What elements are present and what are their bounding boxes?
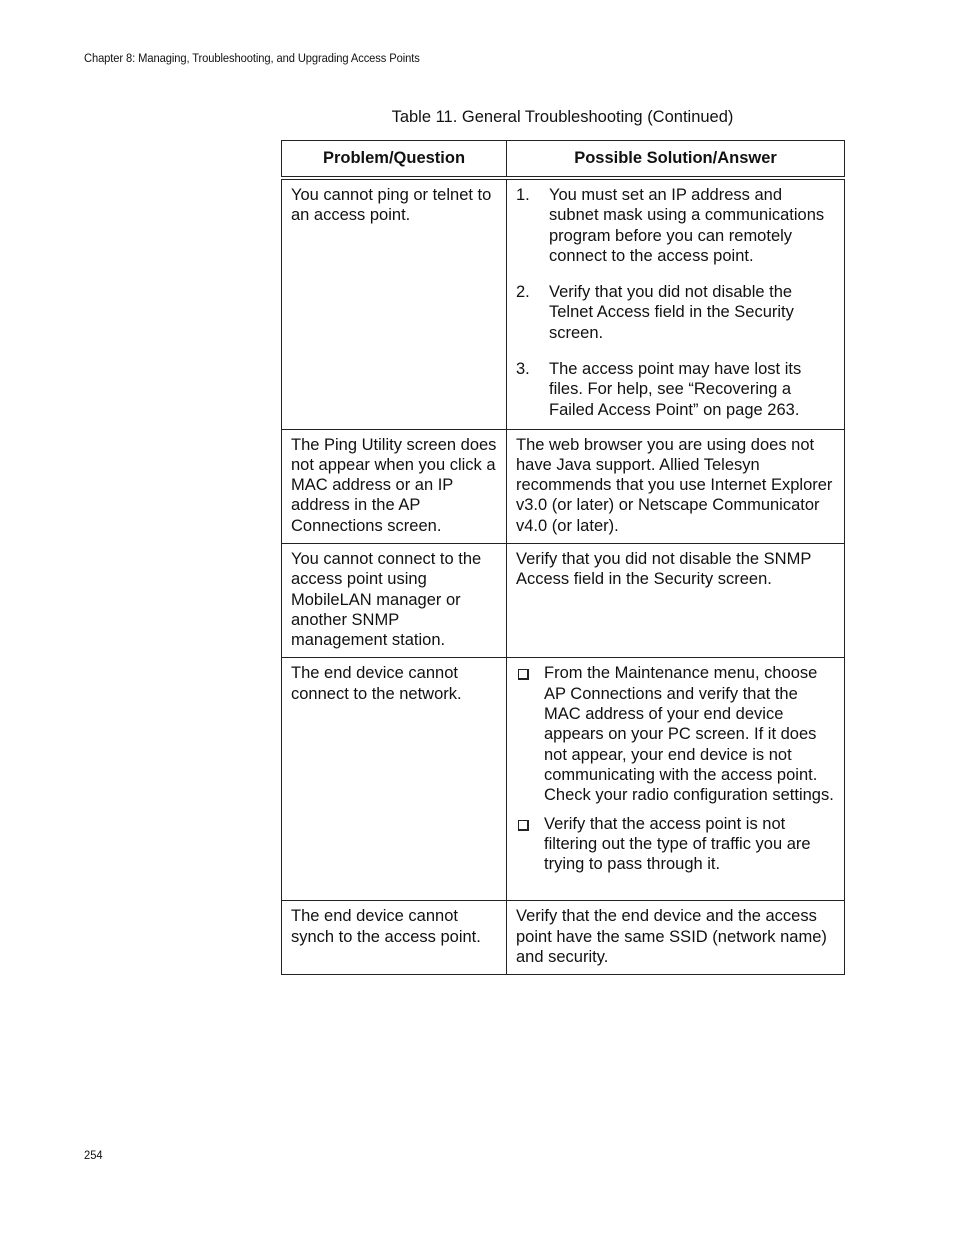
- page-number: 254: [84, 1148, 103, 1162]
- table-header-row: [282, 141, 845, 179]
- table-row: [282, 543, 845, 657]
- list-item-text: Verify that you did not disable the Telnet Access field in the Security screen.: [549, 283, 794, 342]
- column-header-solution: Possible Solution/Answer: [507, 141, 845, 179]
- list-number: 1.: [516, 186, 530, 204]
- column-header-problem: Problem/Question: [282, 141, 507, 179]
- list-item-text: Verify that the access point is not filtering out the type of traffic you are trying to pass through it.: [544, 814, 811, 874]
- problem-cell: You cannot ping or telnet to an access point.: [282, 178, 507, 429]
- solution-cell: The web browser you are using does not have Java support. Allied Telesyn recommends that you use Internet Explorer v3.0 (or later) or Netscape Communicator v4.0 (or later).: [507, 429, 845, 543]
- checkbox-bullet-icon: [516, 663, 544, 805]
- numbered-list-item: [516, 185, 836, 266]
- problem-cell: You cannot connect to the access point using MobileLAN manager or another SNMP management station.: [282, 543, 507, 657]
- solution-cell: Verify that the end device and the access point have the same SSID (network name) and security.: [507, 901, 845, 975]
- table-row: [282, 178, 845, 429]
- solution-cell: [507, 658, 845, 901]
- checkbox-bullet-icon: [516, 814, 544, 875]
- list-number: 2.: [516, 283, 530, 302]
- problem-cell: The Ping Utility screen does not appear when you click a MAC address or an IP address in the AP Connections screen.: [282, 429, 507, 543]
- list-item-text: The access point may have lost its files. For help, see “Recovering a Failed Access Point” on page 263.: [549, 360, 802, 419]
- list-item-text: You must set an IP address and subnet mask using a communications program before you can remotely connect to the access point.: [549, 186, 825, 265]
- problem-cell: The end device cannot synch to the access point.: [282, 901, 507, 975]
- numbered-list-item: [516, 359, 836, 420]
- table-row: [282, 658, 845, 901]
- problem-cell: The end device cannot connect to the network.: [282, 658, 507, 901]
- checkbox-list-item: [516, 663, 836, 805]
- numbered-list-item: [516, 282, 836, 343]
- solution-cell: [507, 178, 845, 429]
- list-number: 3.: [516, 360, 530, 379]
- list-item-text: From the Maintenance menu, choose AP Connections and verify that the MAC address of your end device appears on your PC screen. If it does not appear, your end device is not communicating with the access point. Check your radio configuration settings.: [544, 664, 834, 805]
- checkbox-list-item: [516, 814, 836, 875]
- table-row: [282, 429, 845, 543]
- table-caption: Table 11. General Troubleshooting (Continued): [391, 108, 734, 126]
- solution-cell: Verify that you did not disable the SNMP Access field in the Security screen.: [507, 543, 845, 657]
- table-row: [282, 901, 845, 975]
- running-head: Chapter 8: Managing, Troubleshooting, and Upgrading Access Points: [84, 51, 420, 65]
- troubleshooting-table: [281, 140, 845, 975]
